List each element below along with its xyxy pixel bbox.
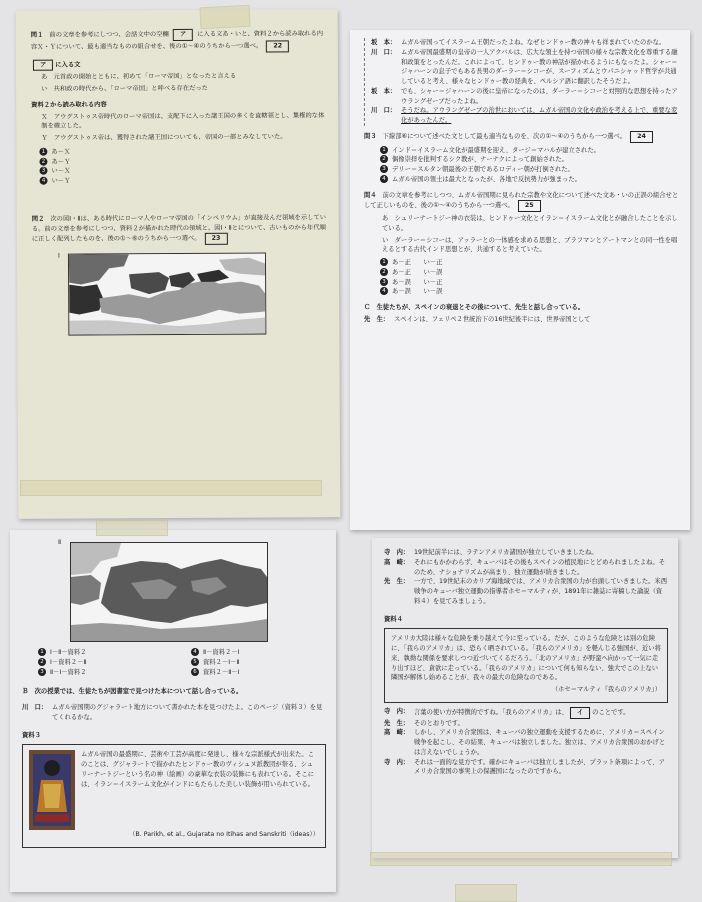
option-number-icon: 6 — [191, 668, 199, 676]
data2-heading: 資料２から読み取れる内容 — [31, 101, 107, 109]
clipping-map-ii-data3 — [10, 530, 336, 892]
data3-source: （B. Parikh, et al., Gujarata no Itihas and Sanskriti（ideas）） — [129, 831, 319, 839]
dialogue-line: 高 崎： それにもかかわらず、キューバはその後もスペインの植民地にとどめられましたよね。そのため、ナショナリズムが高まり、独立運動が続きました。 — [384, 558, 666, 576]
dialogue-mughal — [364, 38, 680, 126]
data4-text: アメリカ大陸は様々な危険を乗り越えて今に至っている。だが、このような危険とは別の危険に、「我らのアメリカ」は、恐らく晒されている。「我らのアメリカ」を軽んじる強国が、近い将来、執拗な関係を要求しつつ近づいてくるだろう。「北のアメリカ」が野蛮へ向かって一気に走り出すほど、貪欲に走っている。「我らのアメリカ」について何も知らない、強大でこの上ない隣国が解体し始めることが、我々の最大の危険なのである。 — [391, 635, 661, 682]
option[interactable]: 4 あ－誤 い－誤 — [372, 287, 680, 297]
tape-strip — [455, 884, 517, 902]
dialogue-line: 寺 内： 言葉の使い方が特徴的ですね。「我らのアメリカ」は、 イ のことです。 — [384, 707, 668, 719]
option[interactable]: 1 Ⅰ－Ⅱ－資料２ — [30, 648, 173, 658]
dialogue-line: 先 生： 一方で、19世紀末のカリブ海地域では、アメリカ合衆国の力が台頭していきました。米西戦争のキューバ独立運動の指導者ホセ＝マルティが、1891年に雑誌に寄稿した論説（資料４）を見てみましょう。 — [384, 578, 668, 605]
statement-a: あ 元首政の開始とともに、初めて「ローマ帝国」となったと言える — [41, 72, 237, 81]
option[interactable]: 4 い－Ｙ — [32, 175, 327, 186]
option[interactable]: 1 あ－Ｘ — [31, 146, 326, 157]
map-label: Ⅱ — [58, 539, 62, 546]
dialogue-line: 寺 内： 19世紀前半には、ラテンアメリカ諸国が独立していきましたね。 — [384, 549, 598, 556]
option[interactable]: 2 偶像崇拝を批判するシク教が、ナーナクによって創始された。 — [372, 155, 680, 165]
option-number-icon: 4 — [380, 287, 388, 295]
option[interactable]: 4 ムガル帝国の領土は最大となったが、各地で反抗勢力が強まった。 — [372, 175, 680, 185]
dialogue-line: 先 生： スペインは、フェリペ２世統治下の16世紀後半には、世界帝国として — [364, 315, 591, 323]
option-number-icon: 1 — [380, 146, 388, 154]
option[interactable]: 3 あ－誤 い－正 — [372, 278, 680, 288]
option[interactable]: 6 資料２－Ⅱ－Ⅰ — [183, 668, 326, 678]
shrinathji-painting-image — [29, 750, 75, 830]
option-number-icon: 1 — [38, 648, 46, 656]
statement-i: い ダーラー＝シコーは、アッラーとの一体感を求める思想と、ブラフマンとアートマンとの同一性を唱えるとする古代インド思想とが、共通すると考えていた。 — [382, 236, 678, 254]
dialogue-line: 坂 本： ムガル帝国ってイスラーム王朝だったよね。なぜヒンドゥー教の神々も祥まれていたのかな。 — [371, 39, 666, 46]
tape-strip — [199, 5, 250, 30]
q1-options — [31, 146, 326, 187]
data4-source: （ホセ＝マルティ『我らのアメリカ』） — [551, 686, 661, 693]
dialogue-line: 川 口： そうだね。アウラングゼーブの治世においては、ムガル帝国の文化や政治を考える上で、重要な変化があったんだ。 — [371, 107, 678, 124]
option[interactable]: 5 資料２－Ⅰ－Ⅱ — [183, 658, 326, 668]
clipping-q1-q2 — [16, 9, 341, 519]
section-b: Ｂ 次の授業では、生徒たちが図書室で見つけた本について話し合っている。 — [22, 688, 243, 696]
mediterranean-map-ii — [71, 543, 267, 641]
option[interactable]: 2 あ－Ｙ — [31, 156, 326, 167]
answer-box-24: 24 — [630, 131, 653, 143]
dialogue-line: 寺 内： それは一面的な見方です。確かにキューバは独立しましたが、プラット条項によって、アメリカ合衆国の事実上の保護国になったのですから。 — [384, 758, 665, 776]
question-1: 問１ 前の文章を参考にしつつ、会話文中の空欄 ア に入る文あ・いと、資料２から読み取れる内容Ｘ・Ｙについて、最も適当なものの組合せを、後の①～④のうちから一つ選べ。 22 — [30, 30, 324, 51]
option-number-icon: 2 — [380, 155, 388, 163]
blank-a-box: ア — [173, 29, 193, 41]
tape-strip — [20, 480, 322, 496]
data3-text: ムガル帝国の最盛期に、芸術や工芸が高度に発達し、様々な宗派様式が出来た。このことは、グジャラートで描かれたヒンドゥー教のヴィシュヌ派教団が祭る、シュリーナートジーという名の神（絵画）の豪華な衣装の装飾にも表れている。そこには、イラン＝イスラーム文化がインドにもたらした美しい装飾が用いられている。 — [81, 751, 314, 788]
option-number-icon: 3 — [380, 165, 388, 173]
dialogue-line: 坂 本： でも、シャー＝ジャハーンの後に皇帝になったのは、ダーラー＝シコーと対照的な思想を持ったアウラングゼーブだったよね。 — [371, 87, 678, 105]
deity-figure-icon — [29, 750, 75, 830]
option[interactable]: 2 あ－正 い－誤 — [372, 268, 680, 278]
clipping-q3-q4 — [350, 30, 690, 530]
map-ii — [70, 542, 268, 642]
answer-box-23: 23 — [205, 233, 228, 245]
answer-box-25: 25 — [518, 200, 541, 212]
option[interactable]: 3 Ⅱ－Ⅰ－資料２ — [30, 668, 173, 678]
option-number-icon: 3 — [38, 668, 46, 676]
dialogue-line: 高 崎： しかし、アメリカ合衆国は、キューバの独立運動を支援するために、アメリカ＝スペイン戦争を起こし、その結果、キューバは独立しました。独立は、アメリカ合衆国のおかげとは言えないでしょうか。 — [384, 729, 666, 756]
statement-x: Ｘ アウグストゥス帝時代のローマ帝国は、支配下に入った諸王国の多くを直轄領とし、集権的な体制を確立した。 — [41, 111, 325, 130]
question-3: 問３ 下線部⑥について述べた文として最も適当なものを、次の①～④のうちから一つ選べ。 24 — [364, 131, 680, 143]
data4-heading: 資料４ — [384, 615, 403, 623]
map-i — [68, 253, 266, 336]
blank-heading: ア に入る文 — [31, 58, 326, 71]
option-number-icon: 3 — [380, 278, 388, 286]
map-ii-wrapper — [58, 539, 326, 642]
answer-box-22: 22 — [266, 40, 289, 52]
option-number-icon: 5 — [191, 658, 199, 666]
dialogue-line: 川 口： ムガル帝国期のグジャラート地方について書かれた本を見つけたよ。このページ（資料３）を見てくれるかな。 — [22, 704, 323, 721]
option-number-icon: 2 — [380, 268, 388, 276]
mediterranean-map-i — [69, 254, 265, 335]
blank-i-box: イ — [570, 707, 590, 719]
q4-options — [372, 258, 680, 297]
dialogue-line: 川 口： ムガル帝国最盛期の皇帝の一人アクバルは、広大な領土を持つ帝国の様々な宗教文化を尊重する融和政策をとったんだ。これによって、ヒンドゥー教の神話が描かれるようにもなったよ。シャー＝ジャハーンの息子でもある長男のダーラー＝シコーが、スーフィズムとウパニシャッド哲学が共通していると考え、様々なヒンドゥー教の経典を、ペルシア語に翻訳したそうだよ。 — [371, 48, 678, 85]
statement-i: い 共和政の時代から、「ローマ帝国」と呼べる存在だった — [41, 84, 208, 93]
option-number-icon: 3 — [39, 167, 47, 175]
map-label: Ⅰ — [57, 252, 60, 260]
question-4: 問４ 前の文章を参考にしつつ、ムガル帝国期に見られた宗教や文化について述べた文あ・いの正誤の組合せとして正しいものを、後の①～④のうちから一つ選べ。 25 — [364, 191, 680, 213]
statement-y: Ｙ アウグストゥス帝は、獲得された諸王国についても、帝国の一部とみなしていた。 — [41, 133, 287, 142]
option-number-icon: 1 — [39, 147, 47, 155]
option-number-icon: 4 — [380, 175, 388, 183]
question-2: 問２ 次の図Ⅰ・Ⅱは、ある時代にローマ人やローマ帝国の「インペリウム」が直接及んだ領域を示している。前の文章を参考にしつつ、資料２が描かれた時代の領域と、図Ⅰ・Ⅱとについて、古いものから年代順に正しく配列したものを、後の①～⑥のうちから一つ選べ。 23 — [31, 213, 327, 244]
option[interactable]: 4 Ⅱ－資料２－Ⅰ — [183, 648, 326, 658]
option-number-icon: 1 — [380, 258, 388, 266]
option-number-icon: 2 — [39, 157, 47, 165]
dialogue-line: 先 生： そのとおりです。 — [384, 719, 464, 727]
option[interactable]: 3 い－Ｘ — [31, 165, 326, 176]
option[interactable]: 3 デリー＝スルタン朝最後の王朝であるロディー朝が打倒された。 — [372, 165, 680, 175]
data4-box — [384, 628, 668, 703]
option[interactable]: 1 インド＝イスラーム文化が最盛期を迎え、タージ＝マハルが建立された。 — [372, 146, 680, 156]
option-number-icon: 4 — [191, 648, 199, 656]
data3-heading: 資料３ — [22, 731, 41, 739]
clipping-cuba — [372, 538, 678, 858]
statement-a: あ シュリーナートジー神の衣装は、ヒンドゥー文化とイラン＝イスラーム文化とが融合したことを示している。 — [382, 215, 678, 232]
option[interactable]: 1 あ－正 い－正 — [372, 258, 680, 268]
q2-options — [22, 648, 326, 677]
option-number-icon: 4 — [40, 177, 48, 185]
tape-strip — [370, 852, 672, 866]
option-number-icon: 2 — [38, 658, 46, 666]
option[interactable]: 2 Ⅰ－資料２－Ⅱ — [30, 658, 173, 668]
section-c: Ｃ 生徒たちが、スペインの衰退とその後について、先生と話し合っている。 — [364, 304, 585, 311]
data3-box — [22, 744, 326, 848]
map-i-wrapper — [57, 252, 327, 335]
q3-options — [372, 146, 680, 185]
tape-strip — [96, 520, 168, 536]
